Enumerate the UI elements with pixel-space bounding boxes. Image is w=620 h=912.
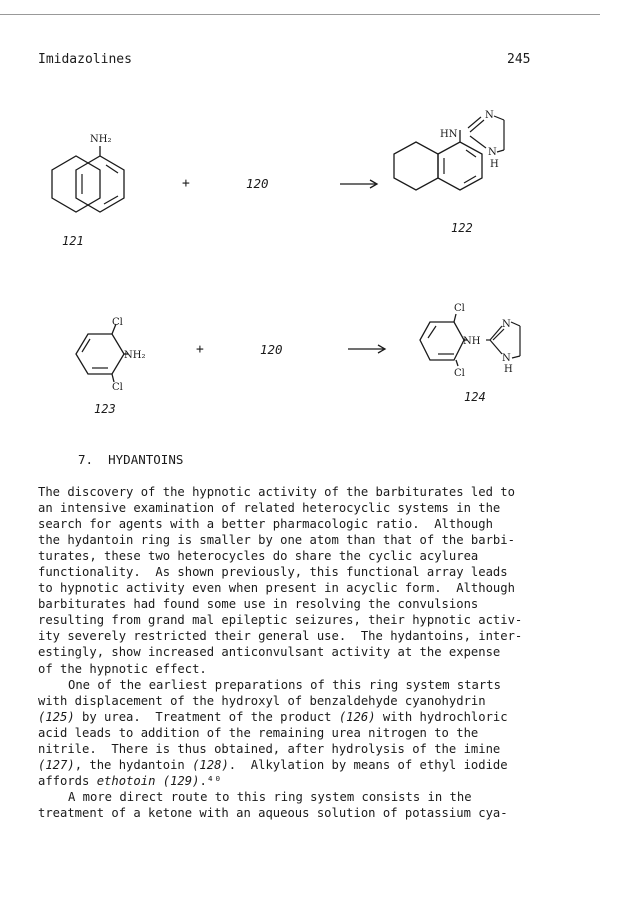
cl-atom-top-123: Cl — [112, 317, 123, 328]
reaction-arrow-1 — [340, 178, 380, 190]
n-atom-right-124: N — [502, 353, 511, 364]
page-number: 245 — [507, 52, 531, 67]
compound-label-122: 122 — [451, 221, 473, 235]
p1-line: estingly, show increased anticonvulsant activity at the expense — [38, 645, 501, 660]
reagent-120-a: 120 — [246, 176, 269, 191]
n-atom-right-122: N — [488, 147, 497, 158]
cl-atom-top-124: Cl — [454, 303, 465, 314]
compound-label-123: 123 — [94, 402, 116, 416]
footnote-ref-40: .⁴⁰ — [199, 773, 222, 788]
structure-122 — [396, 104, 546, 204]
structure-124 — [416, 302, 546, 382]
top-rule — [0, 14, 600, 15]
nh-atom-124: NH — [463, 336, 481, 347]
p2-text: , the hydantoin — [74, 757, 193, 772]
p1-line: barbiturates had found some use in resolving the convulsions — [38, 597, 479, 612]
nh2-group-123: NH₂ — [124, 350, 146, 361]
p2-text: affords — [38, 773, 97, 788]
p1-line: an intensive examination of related heterocyclic systems in the — [38, 501, 501, 516]
compound-label-124: 124 — [464, 390, 486, 404]
cl-atom-bottom-124: Cl — [454, 368, 465, 379]
section-heading — [78, 452, 183, 467]
p2-line: One of the earliest preparations of this ring system starts — [68, 677, 501, 692]
p1-line: search for agents with a better pharmacologic ratio. Although — [38, 517, 493, 532]
compound-ref-127: (127) — [38, 757, 75, 772]
cl-atom-bottom-123: Cl — [112, 382, 123, 393]
p1-line: ity severely restricted their general use. The hydantoins, inter- — [38, 629, 523, 644]
h-atom-122: H — [490, 159, 499, 170]
compound-ref-125: (125) — [38, 709, 75, 724]
n-atom-top-124: N — [502, 319, 511, 330]
compound-ref-129: ethotoin (129) — [96, 773, 200, 788]
section-title: HYDANTOINS — [108, 452, 184, 467]
body-text — [38, 484, 578, 821]
section-number: 7. — [78, 452, 94, 467]
p2-line: acid leads to addition of the remaining urea nitrogen to the — [38, 725, 479, 740]
p2-text: by urea. Treatment of the product — [74, 709, 339, 724]
compound-ref-126: (126) — [338, 709, 376, 724]
p1-line: The discovery of the hypnotic activity of the barbiturates led to — [38, 485, 515, 499]
p3-line: treatment of a ketone with an aqueous solution of potassium cya- — [38, 805, 508, 820]
p1-line: the hydantoin ring is smaller by one atom than that of the barbi- — [38, 533, 515, 548]
p1-line: of the hypnotic effect. — [38, 661, 207, 676]
p3-line: A more direct route to this ring system consists in the — [68, 789, 472, 804]
p2-text: with hydrochloric — [375, 709, 508, 724]
p2-text: . Alkylation by means of ethyl iodide — [228, 757, 508, 772]
nh2-group-121: NH₂ — [90, 134, 112, 145]
p1-line: turates, these two heterocycles do share the cyclic acylurea — [38, 549, 479, 564]
reaction-arrow-2 — [348, 343, 388, 355]
p1-line: to hypnotic activity even when present in acyclic form. Although — [38, 581, 515, 596]
p1-line: resulting from grand mal epileptic seizures, their hypnotic activ- — [38, 613, 523, 628]
reagent-120-b: 120 — [260, 342, 283, 357]
p1-line: functionality. As shown previously, this functional array leads — [38, 565, 508, 580]
p2-line — [38, 757, 578, 773]
compound-label-121: 121 — [62, 234, 84, 248]
hn-atom-122: HN — [440, 129, 458, 140]
structure-121 — [40, 134, 140, 220]
compound-ref-128: (128) — [192, 757, 229, 772]
structure-123 — [70, 316, 190, 396]
plus-sign-1: + — [182, 176, 190, 191]
p2-line — [38, 773, 578, 789]
h-atom-124: H — [504, 364, 513, 375]
plus-sign-2: + — [196, 342, 204, 357]
running-title: Imidazolines — [38, 52, 132, 67]
p2-line: nitrile. There is thus obtained, after hydrolysis of the imine — [38, 741, 501, 756]
p2-line: with displacement of the hydroxyl of benzaldehyde cyanohydrin — [38, 693, 486, 708]
p2-line — [38, 709, 578, 725]
n-atom-top-122: N — [485, 110, 494, 121]
